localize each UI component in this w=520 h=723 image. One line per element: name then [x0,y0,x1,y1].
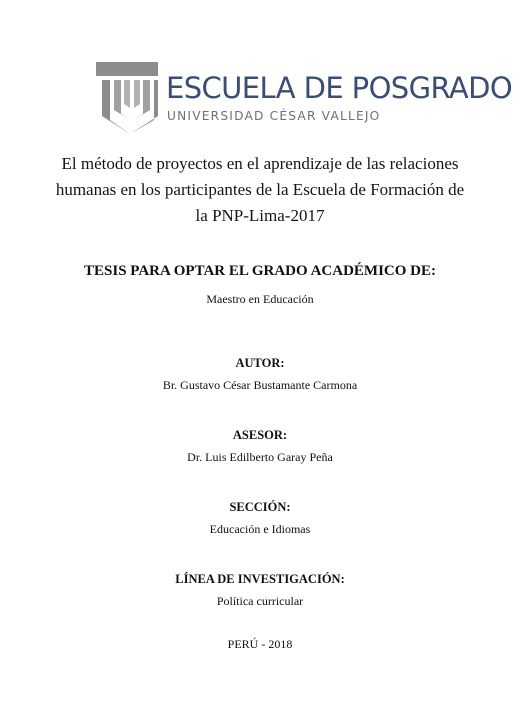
advisor-value: Dr. Luis Edilberto Garay Peña [187,450,333,464]
thesis-title [0,151,520,229]
research-line-label: LÍNEA DE INVESTIGACIÓN: [175,572,345,586]
institution-logo [96,62,513,134]
university-name: UNIVERSIDAD CÉSAR VALLEJO [167,109,381,123]
advisor-label: ASESOR: [232,428,288,442]
thesis-title-line: humanas en los participantes de la Escuela de Formación de [55,180,465,199]
country-year: PERÚ - 2018 [227,637,293,651]
author-value: Br. Gustavo César Bustamante Carmona [162,378,358,392]
institution-name: ESCUELA DE POSGRADO [166,71,513,105]
author-label: AUTOR: [235,356,285,370]
degree-heading: TESIS PARA OPTAR EL GRADO ACADÉMICO DE: [84,263,436,279]
degree-value: Maestro en Educación [206,292,314,306]
section-value: Educación e Idiomas [209,522,311,536]
university-emblem-icon [96,62,158,134]
thesis-title-line: El método de proyectos en el aprendizaje de las relaciones [61,154,459,173]
thesis-title-line: la PNP-Lima-2017 [195,206,325,225]
research-line-value: Política curricular [216,594,304,608]
section-label: SECCIÓN: [229,500,291,514]
